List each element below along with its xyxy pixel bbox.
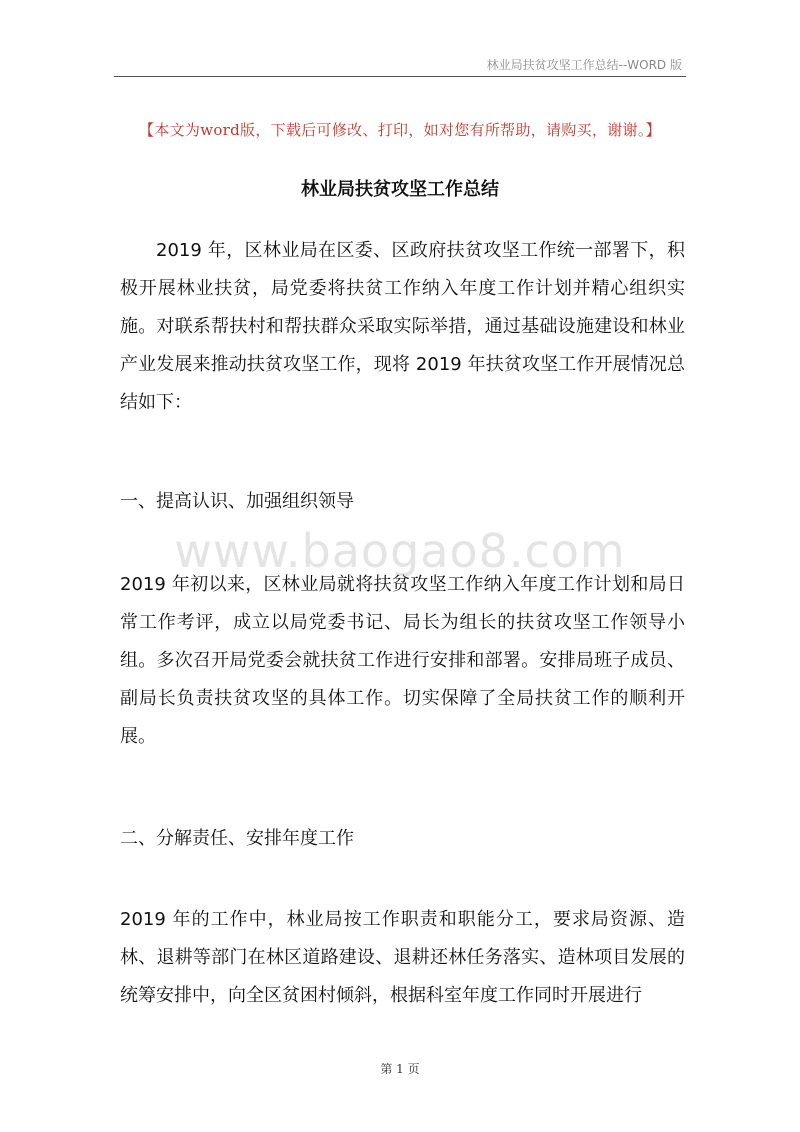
document-title: 林业局扶贫攻坚工作总结 bbox=[301, 179, 499, 200]
intro-paragraph: 2019 年，区林业局在区委、区政府扶贫攻坚工作统一部署下，积极开展林业扶贫，局党委将扶贫工作纳入年度工作计划并精心组织实施。对联系帮扶村和帮扶群众采取实际举措，通过基础设施建设和林业产业发展来推动扶贫攻坚工作，现将 2019 年扶贫攻坚工作开展情况总结如下： bbox=[120, 240, 685, 413]
section-1-heading: 一、提高认识、加强组织领导 bbox=[120, 491, 354, 512]
purchase-notice: 【本文为word版，下载后可修改、打印，如对您有所帮助，请购买，谢谢。】 bbox=[139, 121, 661, 139]
page-number: 第 1 页 bbox=[380, 1062, 420, 1076]
header-divider bbox=[114, 76, 686, 77]
section-1-body: 2019 年初以来，区林业局就将扶贫攻坚工作纳入年度工作计划和局日常工作考评，成立以局党委书记、局长为组长的扶贫攻坚工作领导小组。多次召开局党委会就扶贫工作进行安排和部署。安排局班子成员、副局长负责扶贫攻坚的具体工作。切实保障了全局扶贫工作的顺利开展。 bbox=[120, 574, 685, 747]
watermark: www.baogao8.com bbox=[174, 524, 626, 578]
running-header: 林业局扶贫攻坚工作总结--WORD 版 bbox=[486, 58, 682, 72]
section-2-body: 2019 年的工作中，林业局按工作职责和职能分工，要求局资源、造林、退耕等部门在林区道路建设、退耕还林任务落实、造林项目发展的统筹安排中，向全区贫困村倾斜，根据科室年度工作同时开展进行 bbox=[120, 909, 685, 1006]
section-2-heading: 二、分解责任、安排年度工作 bbox=[120, 828, 354, 849]
